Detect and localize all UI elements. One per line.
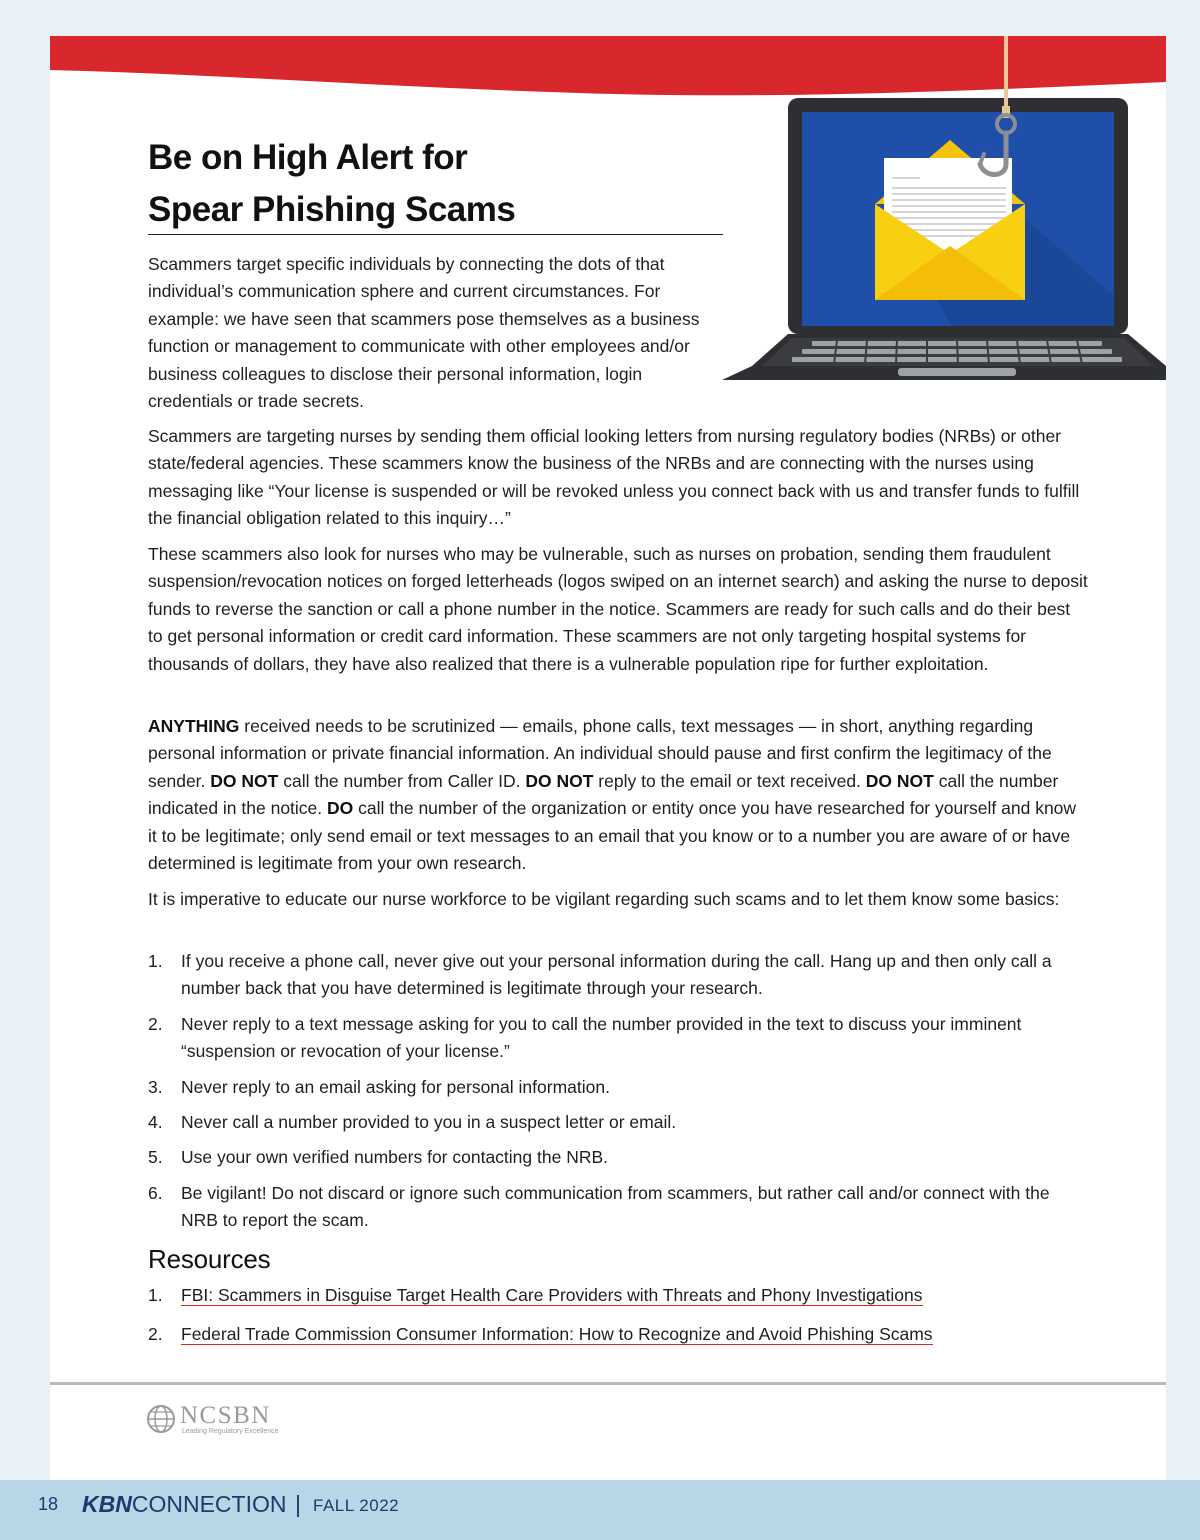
resource-link-ftc[interactable]: Federal Trade Commission Consumer Information: How to Recognize and Avoid Phishing Scams: [181, 1324, 933, 1344]
emphasis-do-not: DO NOT: [210, 770, 279, 791]
list-item: [148, 948, 1088, 1003]
resources-list: [148, 1282, 1088, 1360]
list-item: [148, 1011, 1088, 1066]
footer-separator: |: [295, 1491, 301, 1517]
list-number: 5.: [148, 1147, 163, 1168]
envelope-icon: [875, 140, 1025, 300]
issue-label: FALL 2022: [313, 1496, 400, 1515]
list-text: Never reply to a text message asking for you to call the number provided in the text to discuss your imminent “suspension or revocation of your license.”: [181, 1013, 1022, 1062]
title-divider: [148, 234, 723, 235]
resources-heading: Resources: [148, 1244, 271, 1274]
list-number: 4.: [148, 1112, 163, 1133]
laptop-illustration: [722, 36, 1166, 386]
list-item: [148, 1074, 1088, 1101]
text-run: call the number indicated in the notice.: [148, 770, 1059, 819]
list-text: Never reply to an email asking for personal information.: [181, 1076, 610, 1097]
text-run: received needs to be scrutinized — emails, phone calls, text messages — in short, anything regarding personal information or private financial information. An individual should pause and first confirm the legitimacy of the sender.: [148, 716, 1052, 791]
text-run: call the number of the organization or entity once you have researched for yourself and know it to be legitimate; only send email or text messages to an email that you know or to a number you are aware of or have determined is legitimate from your own research.: [148, 798, 1077, 874]
globe-logo-icon: [146, 1404, 176, 1434]
list-text: Use your own verified numbers for contacting the NRB.: [181, 1147, 608, 1168]
list-number: 6.: [148, 1182, 163, 1203]
emphasis-do: DO: [327, 798, 354, 819]
paragraph-scrutinize: [148, 713, 1088, 877]
magazine-page: [50, 36, 1166, 1480]
page-number: 18: [38, 1494, 59, 1514]
list-number: 3.: [148, 1076, 163, 1097]
title-line-2: Spear Phishing Scams: [148, 190, 516, 229]
list-number: 1.: [148, 951, 163, 971]
emphasis-do-not: DO NOT: [525, 770, 594, 791]
emphasis-anything: ANYTHING: [148, 716, 240, 736]
list-item: [148, 1109, 1088, 1136]
title-line-1: Be on High Alert for: [148, 138, 468, 177]
logo-tagline: Leading Regulatory Excellence: [182, 1428, 279, 1435]
resource-item: [148, 1321, 1088, 1348]
intro-paragraph: Scammers target specific individuals by connecting the dots of that individual’s communication sphere and current circumstances. For example: we have seen that scammers pose themselves as a business function or management to communicate with other employees and/or business colleagues to disclose their personal information, login credentials or trade secrets.: [148, 254, 700, 412]
brand-rest: CONNECTION: [131, 1491, 287, 1517]
tips-list: [148, 948, 1088, 1243]
paragraph-educate: It is imperative to educate our nurse workforce to be vigilant regarding such scams and to let them know some basics:: [148, 889, 1060, 909]
resource-item: [148, 1282, 1088, 1309]
text-run: reply to the email or text received.: [593, 770, 866, 791]
footer-divider: [50, 1382, 1166, 1385]
list-item: [148, 1144, 1088, 1171]
list-item: [148, 1180, 1088, 1235]
paragraph-vulnerable-nurses: These scammers also look for nurses who may be vulnerable, such as nurses on probation, sending them fraudulent suspension/revocation notices on forged letterheads (logos swiped on an internet search) and asking the nurse to deposit funds to reverse the sanction or call a phone number in the notice. Scammers are ready for such calls and do their best to get personal information or credit card information. These scammers are not only targeting hospital systems for thousands of dollars, they have also realized that there is a vulnerable population ripe for further exploitation.: [148, 544, 1088, 674]
brand-bold: KBN: [82, 1491, 132, 1517]
list-number: 1.: [148, 1285, 163, 1305]
list-text: Never call a number provided to you in a suspect letter or email.: [181, 1112, 677, 1133]
list-number: 2.: [148, 1013, 163, 1034]
article-title: [148, 132, 723, 236]
paragraph-nrb-letters: Scammers are targeting nurses by sending them official looking letters from nursing regulatory bodies (NRBs) or other state/federal agencies. These scammers know the business of the NRBs and are connecting with the nurses using messaging like “Your license is suspended or will be revoked unless you connect back with us and transfer funds to fulfill the financial obligation related to this inquiry…”: [148, 426, 1080, 529]
list-text: Be vigilant! Do not discard or ignore such communication from scammers, but rather call and/or connect with the NRB to report the scam.: [181, 1182, 1050, 1231]
resource-link-fbi[interactable]: FBI: Scammers in Disguise Target Health Care Providers with Threats and Phony Investigations: [181, 1285, 923, 1305]
emphasis-do-not: DO NOT: [865, 770, 934, 791]
ncsbn-logo: [146, 1402, 286, 1442]
list-text: If you receive a phone call, never give out your personal information during the call. Hang up and then only call a number back that you have determined is legitimate through your research.: [181, 951, 1052, 999]
page-footer: [0, 1480, 1200, 1540]
list-number: 2.: [148, 1324, 163, 1344]
publication-name: [82, 1491, 286, 1518]
logo-wordmark: NCSBN: [180, 1402, 271, 1429]
text-run: call the number from Caller ID.: [278, 770, 526, 791]
